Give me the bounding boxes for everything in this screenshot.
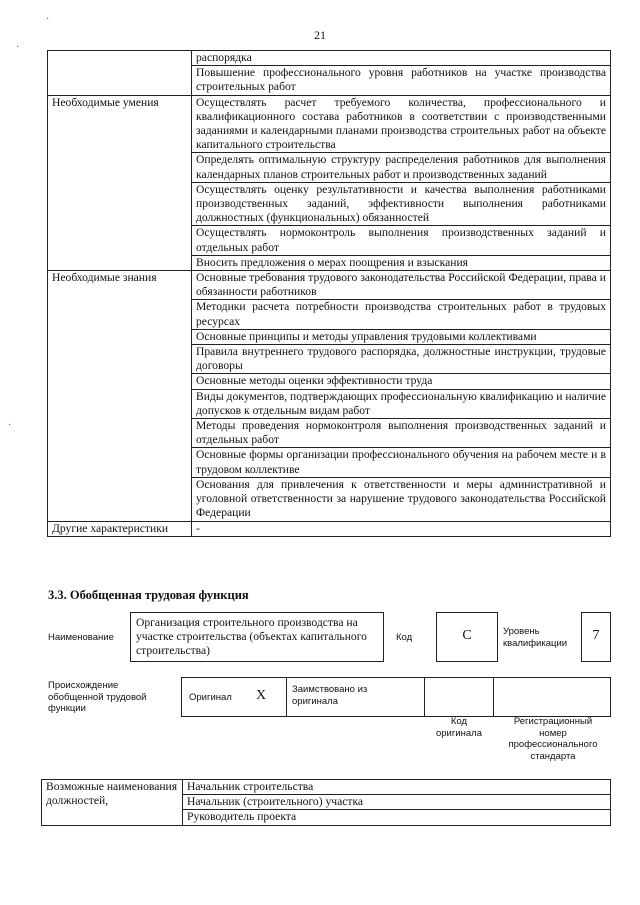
table-cell: Вносить предложения о мерах поощрения и взыскания [192,255,611,270]
table-cell: Методики расчета потребности производства строительных работ в трудовых ресурсах [192,300,611,329]
table-row [48,95,611,153]
divider [424,678,425,716]
original-mark: X [256,688,267,703]
table-cell: Основные требования трудового законодательства Российской Федерации, права и обязанности работников [192,271,611,300]
name-value: Организация строительного производства на участке строительства (объектах капитального строительства) [136,616,367,658]
table-cell: Определять оптимальную структуру распределения работников для выполнения календарных планов строительных работ и производственных заданий [192,153,611,182]
position-item: Начальник строительства [183,780,611,795]
table-cell: - [192,521,611,536]
name-label: Наименование [48,632,114,643]
table-cell: Методы проведения нормоконтроля выполнения производственных заданий и отдельных работ [192,419,611,448]
table-cell: Осуществлять расчет требуемого количества, профессионального и квалификационного состава работников в соответствии с производственными заданиями и календарными планами производства строительных работ на объекте капитального строительства [192,95,611,153]
row-label-other: Другие характеристики [48,521,192,536]
table-row [42,780,611,795]
table-row [48,271,611,300]
row-label [48,51,192,96]
table-cell: Основные принципы и методы управления трудовыми коллективами [192,329,611,344]
row-label-skills: Необходимые умения [48,95,192,270]
scan-mark: · [46,14,50,25]
positions-label: Возможные наименования должностей, [42,780,183,826]
page-number: 21 [314,28,326,42]
divider [286,678,287,716]
section-title: 3.3. Обобщенная трудовая функция [48,588,249,602]
scan-mark: · [16,42,20,53]
code-label: Код [396,632,413,643]
level-box [581,612,611,662]
code-box [436,612,498,662]
name-box [130,612,384,662]
table-cell: Основания для привлечения к ответственности и меры административной и уголовной ответственности за нарушение трудового законодательства Российской Федерации [192,477,611,521]
origin-box [181,677,611,717]
borrowed-label: Заимствовано из оригинала [292,684,368,707]
position-item: Руководитель проекта [183,810,611,825]
position-item: Начальник (строительного) участка [183,795,611,810]
origin-label: Происхождение обобщенной трудовой функции [48,680,147,714]
table-row [48,51,611,66]
table-cell: Повышение профессионального уровня работников на участке производства строительных работ [192,66,611,95]
row-label-knowledge: Необходимые знания [48,271,192,521]
code-original-label: Код оригинала [435,716,482,739]
table-cell: Основные формы организации профессионального обучения на рабочем месте и в трудовом коллективе [192,448,611,477]
table-row [48,521,611,536]
table-cell: Осуществлять нормоконтроль выполнения производственных заданий и отдельных работ [192,226,611,255]
original-label: Оригинал [189,692,232,703]
table-cell: Виды документов, подтверждающих профессиональную квалификацию и наличие допусков к отдельным видам работ [192,389,611,418]
table-cell: Правила внутреннего трудового распорядка, должностные инструкции, трудовые договоры [192,345,611,374]
scan-mark: · [8,420,12,431]
level-value: 7 [592,628,600,643]
code-value: C [462,628,472,643]
table-cell: Осуществлять оценку результативности и качества выполнения работниками производственных заданий, эффективности выполнения работниками должностных (функциональных) обязанностей [192,182,611,226]
level-label: Уровень квалификации [503,626,568,649]
divider [493,678,494,716]
table-cell: Основные методы оценки эффективности труда [192,374,611,389]
reg-number-label: Регистрационный номер профессионального стандарта [508,716,598,762]
positions-table [41,779,611,826]
table-cell: распорядка [192,51,611,66]
requirements-table [47,50,611,537]
